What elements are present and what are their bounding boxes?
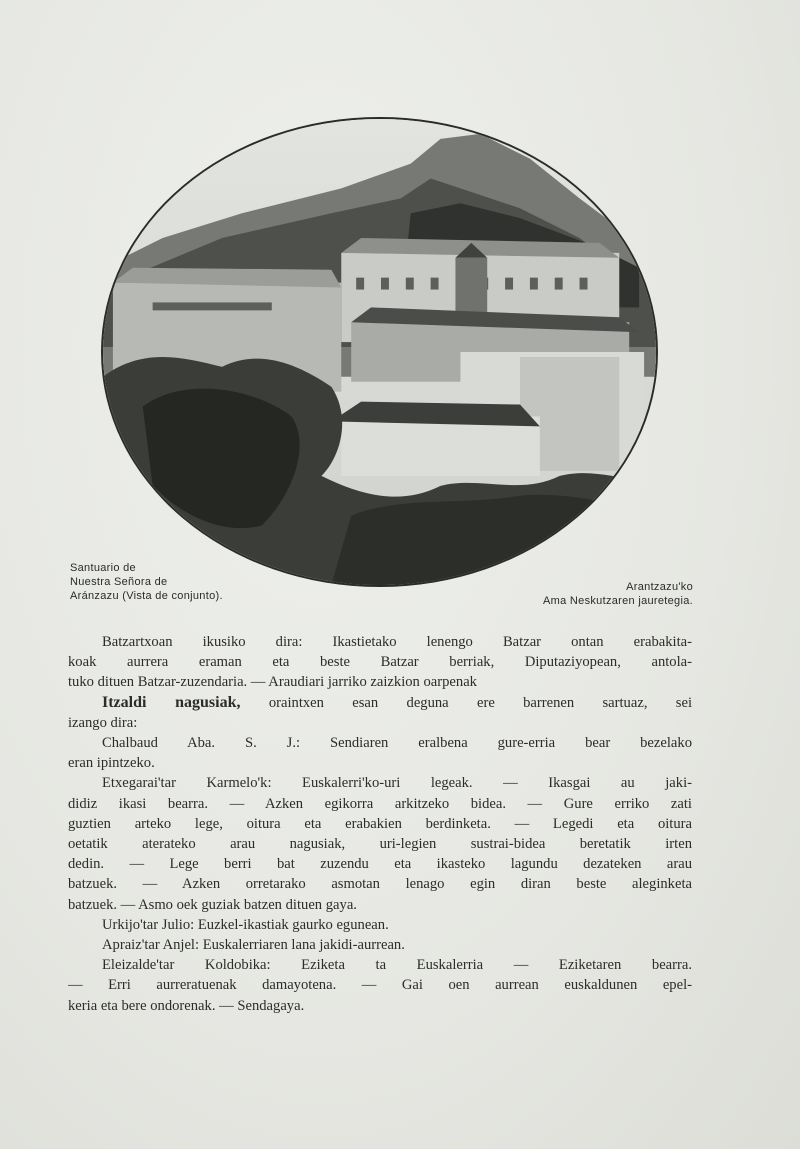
- caption-basque: [543, 580, 693, 608]
- sanctuary-photograph: [101, 117, 658, 587]
- caption-line: Arantzazu'ko: [626, 581, 693, 593]
- text-line: — Erri aurreratuenak damayotena. — Gai oen aurrean euskaldunen epel-: [68, 977, 692, 994]
- text-line: tuko dituen Batzar-zuzendaria. — Araudiari jarriko zaizkion oarpenak: [68, 674, 477, 691]
- caption-line: Aránzazu (Vista de conjunto).: [70, 590, 223, 602]
- text-line: [68, 693, 692, 713]
- text-line: Urkijo'tar Julio: Euzkel-ikastiak gaurko egunean.: [102, 916, 389, 933]
- bold-heading: Itzaldi nagusiak,: [102, 693, 241, 711]
- body-text: [68, 632, 692, 1016]
- text-line: izango dira:: [68, 714, 138, 731]
- caption-spanish: [70, 561, 223, 603]
- text-line: Etxegarai'tar Karmelo'k: Euskalerri'ko-uri legeak. — Ikasgai au jaki-: [102, 775, 692, 792]
- text-line: Eleizalde'tar Koldobika: Eziketa ta Euskalerria — Eziketaren bearra.: [102, 957, 692, 974]
- text-line: eran ipintzeko.: [68, 755, 155, 772]
- text-line: batzuek. — Azken orretarako asmotan lenago egin diran beste aleginketa: [68, 876, 692, 893]
- caption-line: Nuestra Señora de: [70, 576, 168, 588]
- text-line: guztien arteko lege, oitura eta erabakien berdinketa. — Legedi eta oitura: [68, 815, 692, 832]
- text-line: Apraiz'tar Anjel: Euskalerriaren lana jakidi-aurrean.: [102, 937, 405, 954]
- text-line: oetatik aterateko arau nagusiak, uri-legien sustrai-bidea beretatik irten: [68, 836, 692, 853]
- caption-line: Ama Neskutzaren jauretegia.: [543, 595, 693, 607]
- text-line: Chalbaud Aba. S. J.: Sendiaren eralbena gure-erria bear bezelako: [102, 735, 692, 752]
- text-line: koak aurrera eraman eta beste Batzar berriak, Diputaziyopean, antola-: [68, 654, 692, 671]
- text-line: dedin. — Lege berri bat zuzendu eta ikasteko lagundu dezateken arau: [68, 856, 692, 873]
- text-line: Batzartxoan ikusiko dira: Ikastietako lenengo Batzar ontan erabakita-: [102, 634, 692, 650]
- text-line: didiz ikasi bearra. — Azken egikorra arkitzeko bidea. — Gure erriko zati: [68, 795, 692, 812]
- text-line: keria eta bere ondorenak. — Sendagaya.: [68, 997, 305, 1014]
- text-line: batzuek. — Asmo oek guziak batzen dituen gaya.: [68, 896, 357, 913]
- caption-line: Santuario de: [70, 562, 136, 574]
- text-span: oraintxen esan deguna ere barrenen sartuaz, sei: [268, 694, 692, 711]
